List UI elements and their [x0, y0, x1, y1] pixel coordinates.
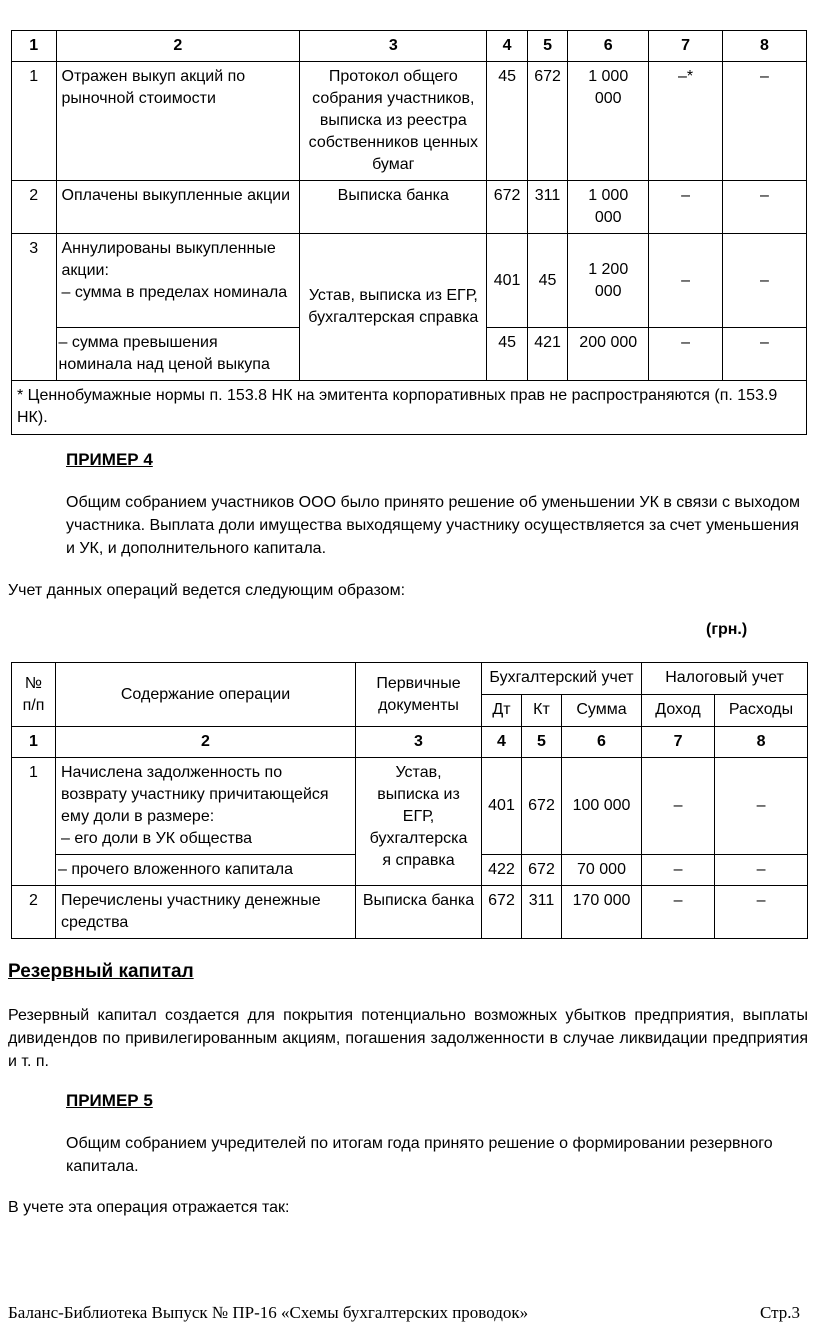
debit-account: 422	[482, 855, 522, 886]
col-number: 1	[12, 31, 57, 62]
col-number: 6	[568, 31, 649, 62]
example-4-text: Общим собранием участников ООО было принято решение об уменьшении УК в связи с выходом участника. Выплата доли имущества выходящему участнику осуществляется за счет уменьшения и УК, и дополнительного капитала.	[66, 494, 801, 557]
tax-income: –	[649, 328, 723, 381]
reserve-text: Резервный капитал создается для покрытия потенциально возможных убытков предприятия, выплаты дивидендов по привилегированным акциям, погашения задолженности в случае ликвидации предприятия и т. п.	[8, 1007, 808, 1070]
page-number: Стр.3	[760, 1303, 801, 1322]
header-tax: Налоговый учет	[642, 663, 808, 695]
row-number: 1	[12, 758, 56, 886]
primary-document: Устав, выписка из ЕГР, бухгалтерска я справка	[356, 758, 482, 886]
amount: 70 000	[562, 855, 642, 886]
closing-text: В учете эта операция отражается так:	[8, 1199, 290, 1216]
tax-income: –	[642, 855, 715, 886]
footer-publication: Баланс-Библиотека Выпуск № ПР-16 «Схемы бухгалтерских проводок»	[8, 1303, 529, 1322]
example-5-text: Общим собранием учредителей по итогам года принято решение о формировании резервного капитала.	[66, 1135, 773, 1175]
operation-content: Начислена задолженность по возврату участнику причитающейся ему доли в размере: – его доли в УК общества	[56, 758, 356, 855]
col-number: 6	[562, 727, 642, 758]
debit-account: 45	[487, 328, 527, 381]
debit-account: 401	[487, 234, 527, 328]
tax-income: –*	[649, 62, 723, 181]
footnote: * Ценнобумажные нормы п. 153.8 НК на эмитента корпоративных прав не распространяются (п. 153.9 НК).	[12, 381, 807, 435]
example-5-title: ПРИМЕР 5	[66, 1091, 153, 1110]
amount: 200 000	[568, 328, 649, 381]
footnote-row	[12, 381, 807, 435]
col-number: 4	[482, 727, 522, 758]
col-number: 7	[642, 727, 715, 758]
table-row	[12, 758, 808, 855]
credit-account: 672	[522, 855, 562, 886]
debit-account: 672	[482, 886, 522, 939]
amount: 1 000 000	[568, 181, 649, 234]
tax-expense: –	[715, 758, 808, 855]
primary-document: Выписка банка	[300, 181, 487, 234]
row-number: 2	[12, 886, 56, 939]
primary-document: Протокол общего собрания участников, выписка из реестра собственников ценных бумаг	[300, 62, 487, 181]
operation-content: Оплачены выкупленные акции	[56, 181, 300, 234]
table-row	[12, 234, 807, 328]
col-number: 3	[356, 727, 482, 758]
unit-label: (грн.)	[706, 621, 748, 638]
header-sum: Сумма	[562, 695, 642, 727]
primary-document: Устав, выписка из ЕГР, бухгалтерская справка	[300, 234, 487, 381]
amount: 1 000 000	[568, 62, 649, 181]
table-row	[12, 181, 807, 234]
tax-expense: –	[723, 328, 807, 381]
section-title: Резервный капитал	[8, 961, 194, 982]
debit-account: 45	[487, 62, 527, 181]
intro-text: Учет данных операций ведется следующим образом:	[8, 582, 406, 599]
operation-content: Отражен выкуп акций по рыночной стоимости	[56, 62, 300, 181]
amount: 1 200 000	[568, 234, 649, 328]
col-number: 2	[56, 31, 300, 62]
operation-content: Аннулированы выкупленные акции: – сумма в пределах номинала	[56, 234, 300, 328]
tax-income: –	[642, 886, 715, 939]
debit-account: 672	[487, 181, 527, 234]
operation-content: – прочего вложенного капитала	[56, 855, 356, 886]
example-4-title: ПРИМЕР 4	[66, 450, 153, 469]
column-number-row	[12, 31, 807, 62]
table-continued	[11, 30, 807, 435]
col-number: 2	[56, 727, 356, 758]
table-row	[12, 886, 808, 939]
col-number: 5	[522, 727, 562, 758]
header-expense: Расходы	[715, 695, 808, 727]
tax-expense: –	[723, 234, 807, 328]
col-number: 7	[649, 31, 723, 62]
credit-account: 311	[522, 886, 562, 939]
operation-content: – сумма превышения номинала над ценой выкупа	[56, 328, 300, 381]
tax-expense: –	[715, 886, 808, 939]
col-number: 3	[300, 31, 487, 62]
header-accounting: Бухгалтерский учет	[482, 663, 642, 695]
tax-expense: –	[715, 855, 808, 886]
row-number: 3	[12, 234, 57, 381]
tax-income: –	[649, 181, 723, 234]
col-number: 5	[527, 31, 567, 62]
col-number: 8	[715, 727, 808, 758]
tax-expense: –	[723, 62, 807, 181]
amount: 100 000	[562, 758, 642, 855]
header-kt: Кт	[522, 695, 562, 727]
header-income: Доход	[642, 695, 715, 727]
header-content: Содержание операции	[56, 663, 356, 727]
header-row	[12, 663, 808, 695]
header-dt: Дт	[482, 695, 522, 727]
example-4-table	[11, 662, 808, 939]
tax-expense: –	[723, 181, 807, 234]
credit-account: 672	[527, 62, 567, 181]
credit-account: 45	[527, 234, 567, 328]
header-num: № п/п	[12, 663, 56, 727]
debit-account: 401	[482, 758, 522, 855]
col-number: 1	[12, 727, 56, 758]
col-number: 4	[487, 31, 527, 62]
col-number: 8	[723, 31, 807, 62]
row-number: 2	[12, 181, 57, 234]
tax-income: –	[649, 234, 723, 328]
row-number: 1	[12, 62, 57, 181]
header-docs: Первичные документы	[356, 663, 482, 727]
tax-income: –	[642, 758, 715, 855]
table-row	[12, 62, 807, 181]
operation-content: Перечислены участнику денежные средства	[56, 886, 356, 939]
amount: 170 000	[562, 886, 642, 939]
credit-account: 311	[527, 181, 567, 234]
primary-document: Выписка банка	[356, 886, 482, 939]
credit-account: 672	[522, 758, 562, 855]
column-number-row	[12, 727, 808, 758]
credit-account: 421	[527, 328, 567, 381]
